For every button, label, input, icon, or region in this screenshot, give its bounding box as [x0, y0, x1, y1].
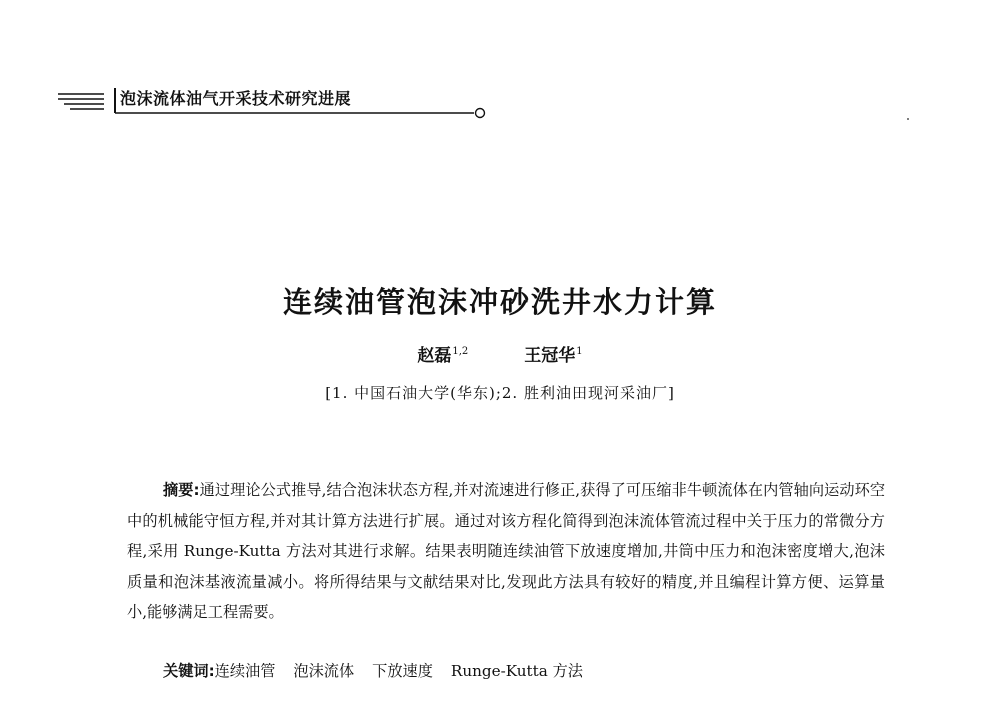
keyword-4: Runge-Kutta 方法 — [450, 662, 583, 680]
abstract-label: 摘要: — [163, 481, 200, 499]
paper-title: 连续油管泡沫冲砂洗井水力计算 — [282, 285, 717, 319]
author-list — [0, 341, 1000, 366]
scan-speck — [907, 118, 909, 120]
author-1 — [417, 341, 468, 366]
section-header — [58, 86, 433, 122]
author-1-name: 赵磊 — [417, 346, 452, 366]
section-title: 泡沫流体油气开采技术研究进展 — [120, 89, 352, 108]
keywords-label: 关键词: — [163, 662, 215, 680]
author-2 — [524, 341, 582, 366]
keywords — [163, 660, 601, 681]
affiliation: [1. 中国石油大学(华东);2. 胜利油田现河采油厂] — [325, 384, 675, 402]
keyword-1: 连续油管 — [214, 662, 276, 680]
author-2-affil-mark: 1 — [576, 346, 583, 357]
keyword-2: 泡沫流体 — [293, 662, 355, 680]
author-2-name: 王冠华 — [524, 346, 576, 366]
keyword-3: 下放速度 — [372, 662, 433, 680]
abstract — [127, 475, 885, 628]
abstract-text: 通过理论公式推导,结合泡沫状态方程,并对流速进行修正,获得了可压缩非牛顿流体在内管轴向运动环空中的机械能守恒方程,并对其计算方法进行扩展。通过对该方程化简得到泡沫流体管流过程中关于压力的常微分方程,采用 Runge-Kutta 方法对其进行求解。结果表明随连续油管下放速度增加,井筒中压力和泡沫密度增大,泡沫质量和泡沫基液流量减小。将所得结果与文献结果对比,发现此方法具有较好的精度,并且编程计算方便、运算量小,能够满足工程需要。 — [127, 481, 886, 621]
header-lines-icon — [58, 88, 106, 114]
author-1-affil-mark: 1,2 — [452, 346, 469, 357]
